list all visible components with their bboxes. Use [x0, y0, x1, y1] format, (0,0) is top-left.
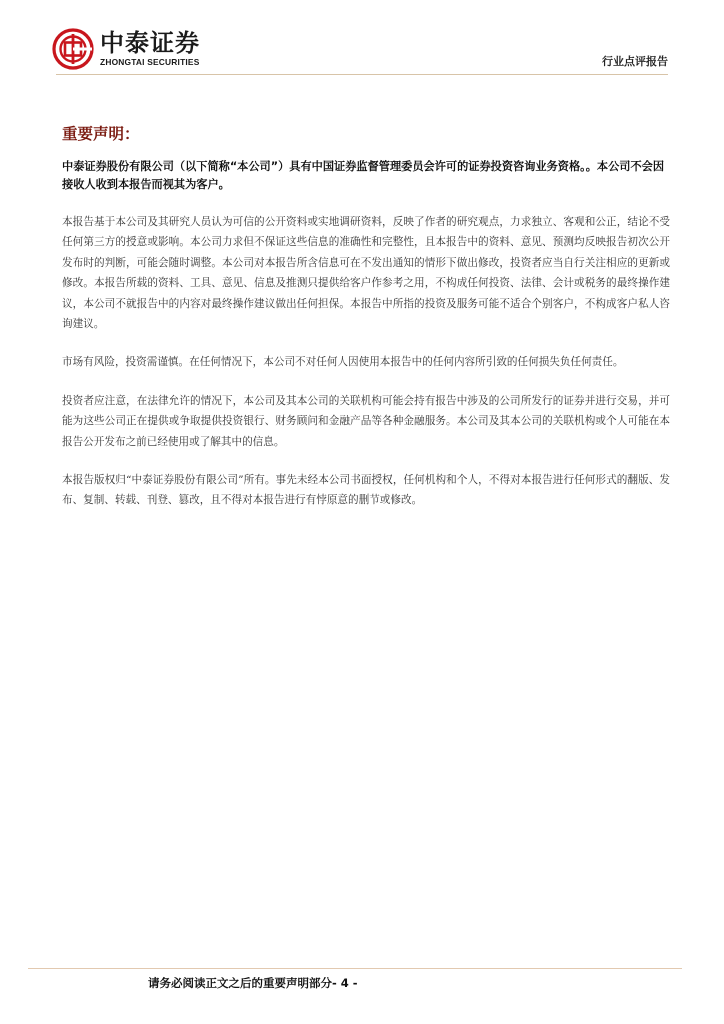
brand-name-cn: 中泰证券: [100, 29, 200, 57]
brand-name-en: ZHONGTAI SECURITIES: [100, 57, 200, 67]
company-logo: [52, 28, 262, 72]
footer-notice: 请务必阅读正文之后的重要声明部分: [148, 976, 332, 990]
disclaimer-section: [62, 124, 670, 529]
zhongtai-logo-icon: [52, 28, 94, 70]
page-header: [0, 0, 724, 80]
page-footer: [148, 975, 358, 991]
disclaimer-paragraph: 市场有风险，投资需谨慎。在任何情况下，本公司不对任何人因使用本报告中的任何内容所引致的任何损失负任何责任。: [62, 356, 624, 369]
header-divider: [56, 74, 668, 75]
qualification-statement: 中泰证券股份有限公司（以下简称“本公司”）具有中国证券监督管理委员会许可的证券投资咨询业务资格。。本公司不会因接收人收到本报告而视其为客户。: [62, 160, 665, 191]
page-number: - 4 -: [332, 976, 358, 990]
disclaimer-paragraph: 本报告版权归“中泰证券股份有限公司”所有。事先未经本公司书面授权，任何机构和个人，不得对本报告进行任何形式的翻版、发布、复制、转载、刊登、篡改，且不得对本报告进行有悖原意的删节或修改。: [62, 474, 670, 507]
footer-divider: [28, 968, 682, 969]
disclaimer-paragraph: 投资者应注意，在法律允许的情况下，本公司及其本公司的关联机构可能会持有报告中涉及的公司所发行的证券并进行交易，并可能为这些公司正在提供或争取提供投资银行、财务顾问和金融产品等各种金融服务。本公司及其本公司的关联机构或个人可能在本报告公开发布之前已经使用或了解其中的信息。: [62, 394, 670, 448]
disclaimer-title: 重要声明：: [62, 125, 140, 143]
report-type-label: 行业点评报告: [602, 55, 668, 68]
disclaimer-paragraph: 本报告基于本公司及其研究人员认为可信的公开资料或实地调研资料，反映了作者的研究观点，力求独立、客观和公正，结论不受任何第三方的授意或影响。本公司力求但不保证这些信息的准确性和完整性，且本报告中的资料、意见、预测均反映报告初次公开发布时的判断，可能会随时调整。本公司对本报告所含信息可在不发出通知的情形下做出修改，投资者应当自行关注相应的更新或修改。本报告所载的资料、工具、意见、信息及推测只提供给客户作参考之用，不构成任何投资、法律、会计或税务的最终操作建议，本公司不就报告中的内容对最终操作建议做出任何担保。本报告中所指的投资及服务可能不适合个别客户，不构成客户私人咨询建议。: [62, 216, 670, 331]
